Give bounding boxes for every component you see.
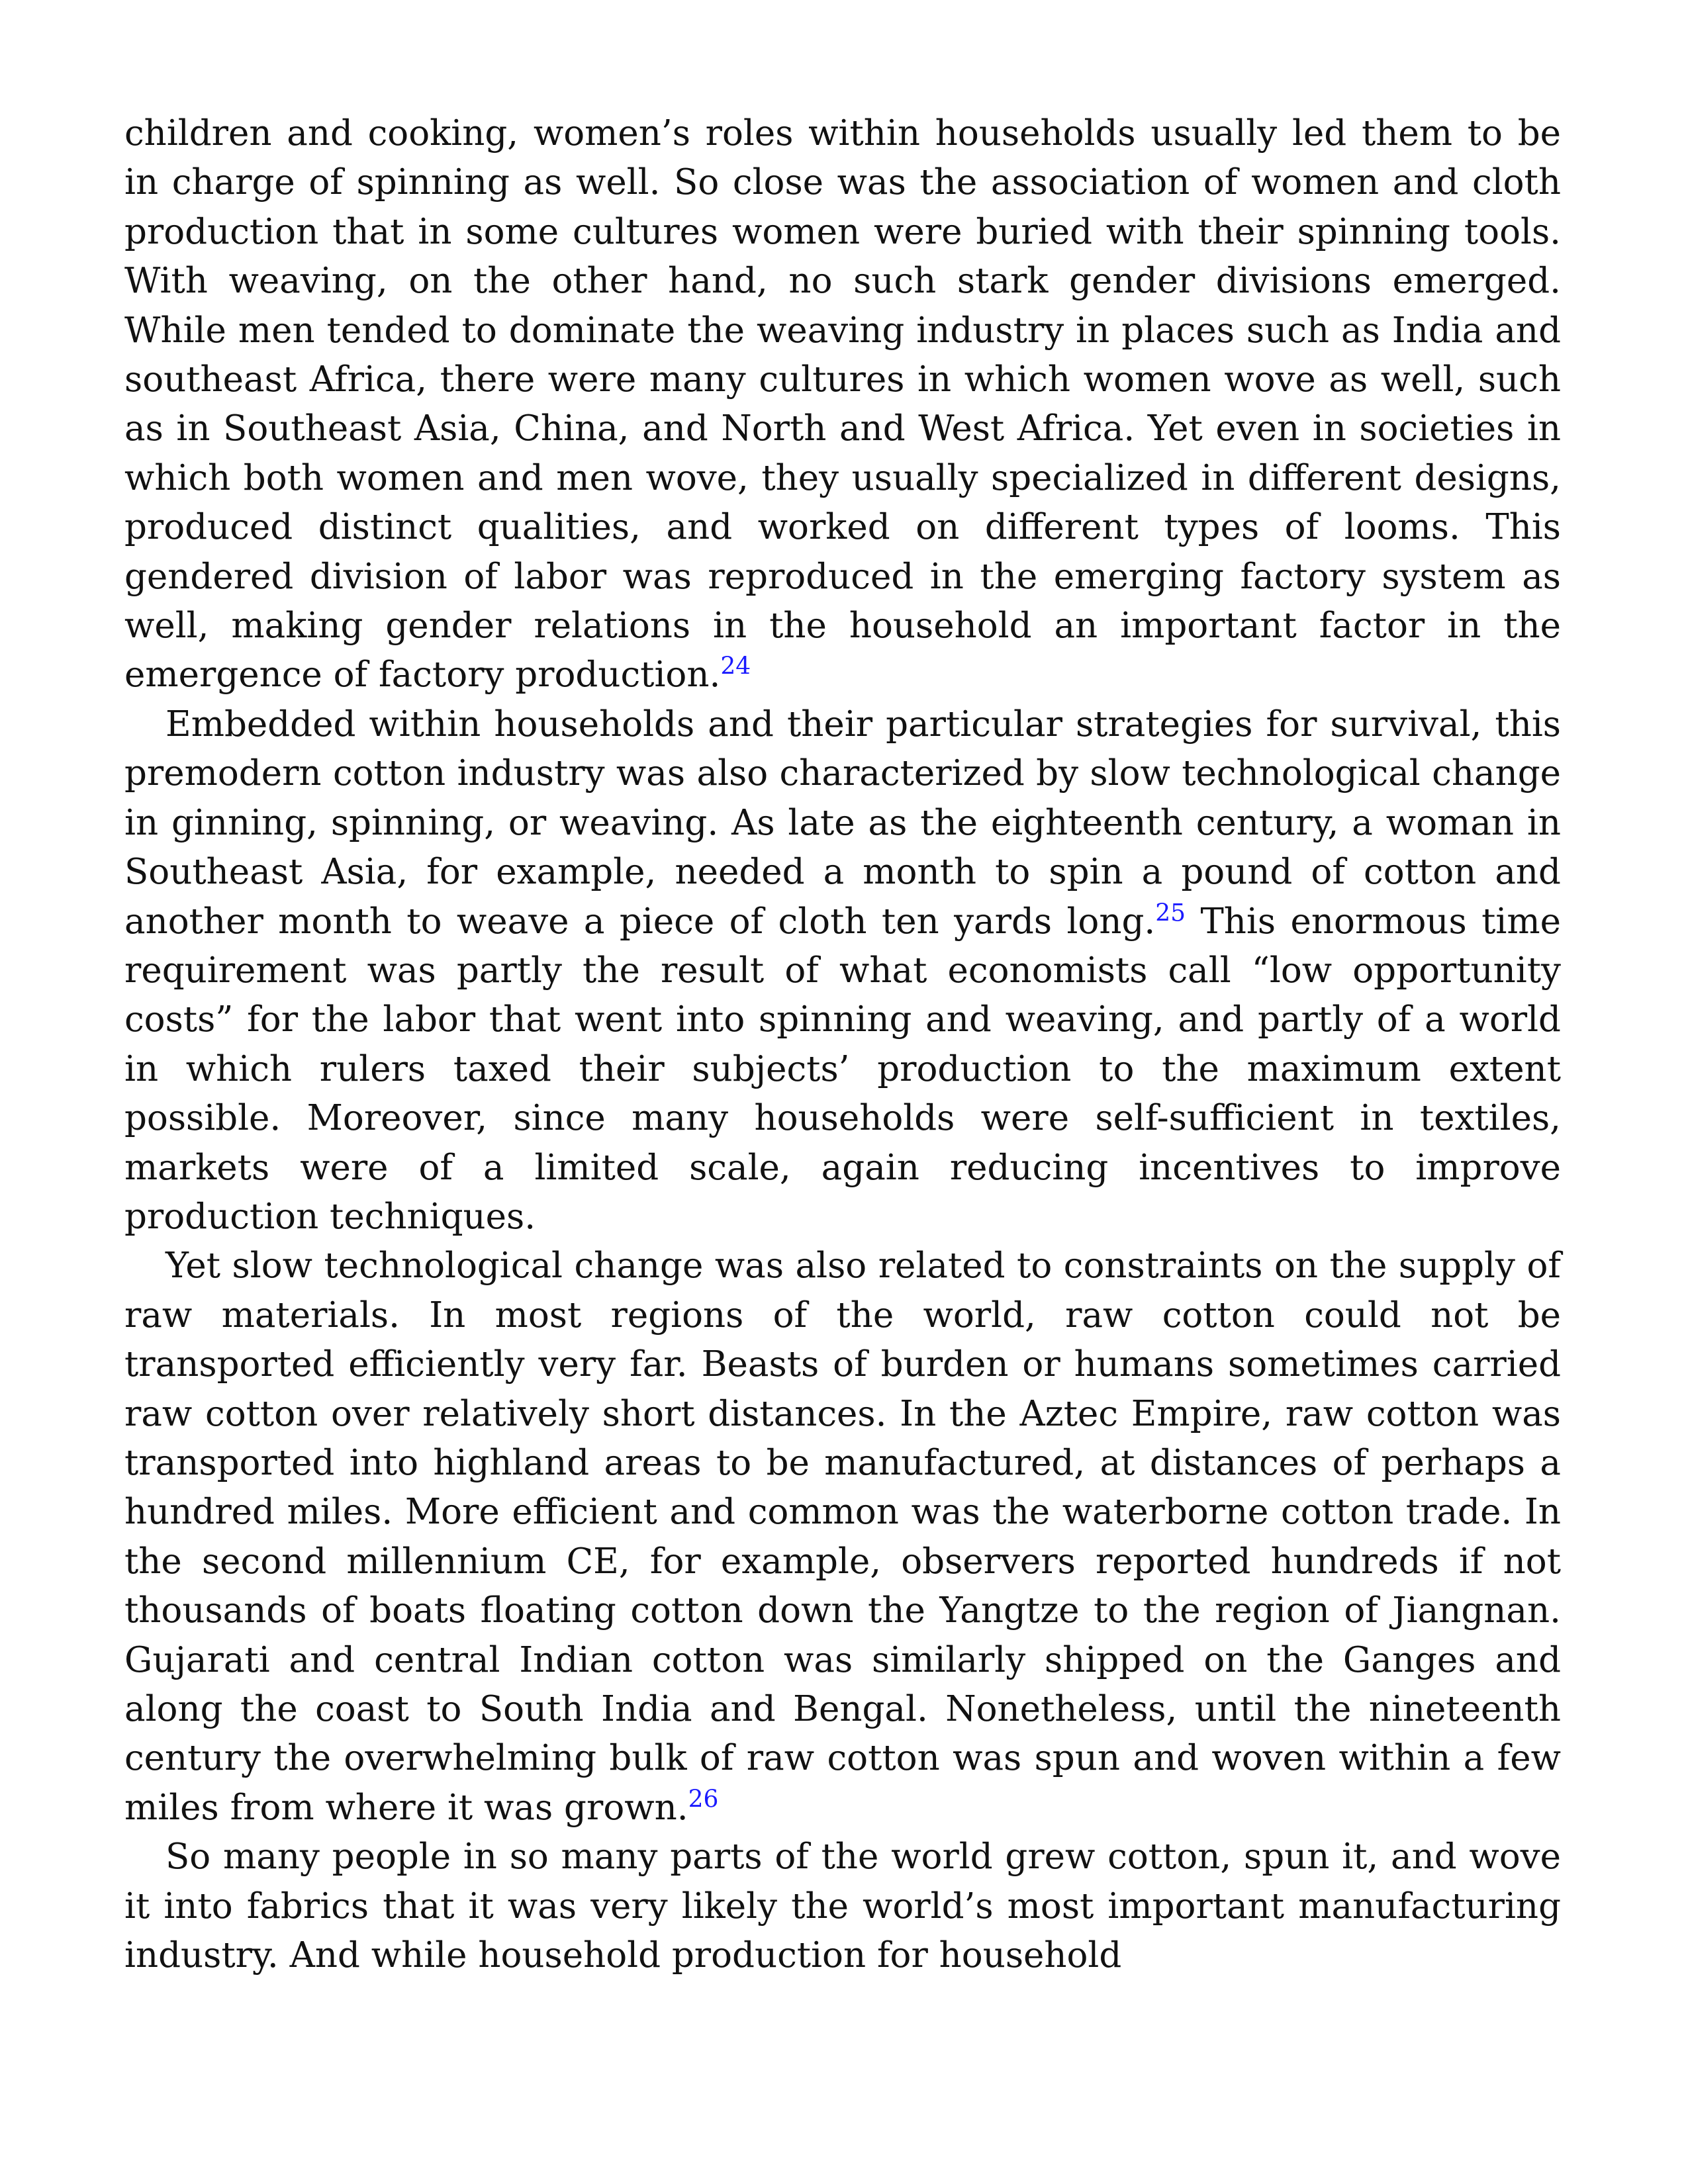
paragraph: [124, 1833, 1561, 1980]
paragraph-text-continued: This enormous time requirement was partly the result of what economists call “low opportunity costs” for the labor that went into spinning and weaving, and partly of a world in which rulers taxed their subjects’ production to the maximum extent possible. Moreover, since many households were self-sufficient in textiles, markets were of a limited scale, again reducing incentives to improve production techniques.: [124, 901, 1561, 1237]
footnote-link-24[interactable]: 24: [720, 653, 751, 680]
page-body: [124, 109, 1561, 1980]
paragraph: [124, 700, 1561, 1242]
paragraph: [124, 1242, 1561, 1833]
paragraph: [124, 109, 1561, 700]
paragraph-text: So many people in so many parts of the world grew cotton, spun it, and wove it into fabrics that it was very likely the world’s most important manufacturing industry. And while household production for household: [124, 1837, 1561, 1976]
paragraph-text: Yet slow technological change was also related to constraints on the supply of raw materials. In most regions of the world, raw cotton could not be transported efficiently very far. Beasts of burden or humans sometimes carried raw cotton over relatively short distances. In the Aztec Empire, raw cotton was transported into highland areas to be manufactured, at distances of perhaps a hundred miles. More efficient and common was the waterborne cotton trade. In the second millennium CE, for example, observers reported hundreds if not thousands of boats floating cotton down the Yangtze to the region of Jiangnan. Gujarati and central Indian cotton was similarly shipped on the Ganges and along the coast to South India and Bengal. Nonetheless, until the nineteenth century the overwhelming bulk of raw cotton was spun and woven within a few miles from where it was grown.: [124, 1246, 1561, 1828]
footnote-link-25[interactable]: 25: [1155, 899, 1186, 927]
footnote-link-26[interactable]: 26: [688, 1786, 719, 1813]
paragraph-text: Embedded within households and their particular strategies for survival, this premodern cotton industry was also characterized by slow technological change in ginning, spinning, or weaving. As late as the eighteenth century, a woman in Southeast Asia, for example, needed a month to spin a pound of cotton and another month to weave a piece of cloth ten yards long.: [124, 704, 1561, 942]
paragraph-text: children and cooking, women’s roles within households usually led them to be in charge of spinning as well. So close was the association of women and cloth production that in some cultures women were buried with their spinning tools. With weaving, on the other hand, no such stark gender divisions emerged. While men tended to dominate the weaving industry in places such as India and southeast Africa, there were many cultures in which women wove as well, such as in Southeast Asia, China, and North and West Africa. Yet even in societies in which both women and men wove, they usually specialized in different designs, produced distinct qualities, and worked on different types of looms. This gendered division of labor was reproduced in the emerging factory system as well, making gender relations in the household an important factor in the emergence of factory production.: [124, 113, 1561, 696]
